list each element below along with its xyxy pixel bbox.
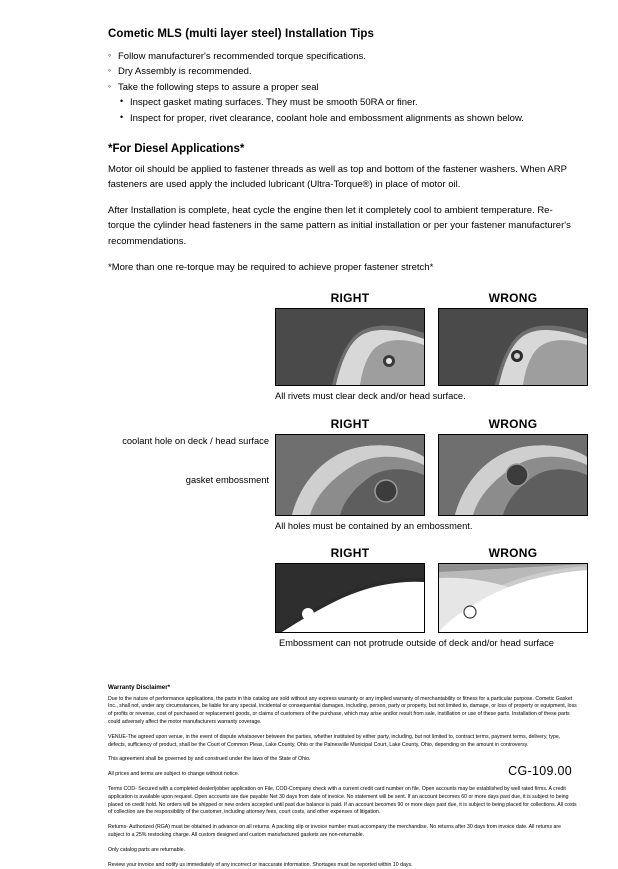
figure-label-right: RIGHT	[330, 416, 370, 431]
diesel-paragraph-1: Motor oil should be applied to fastener threads as well as top and bottom of the fastener washers. When ARP fasteners are used apply the included lubricant (Ultra-Torque®) in place of motor oil.	[108, 163, 567, 191]
figure-label-right: RIGHT	[330, 546, 370, 561]
figure-label-right: RIGHT	[330, 291, 370, 305]
list-item: ◦ Follow manufacturer's recommended torque specifications.	[108, 49, 578, 64]
figure-image-right-rivet	[275, 308, 425, 386]
warranty-paragraph: Returns- Authorized (RGA) must be obtained in advance on all returns. A packing slip or invoice number must accompany the merchandise. No returns after 30 days from invoice date. All returns are subject to a 25% restocking charge. All custom designed and custom manufactured gaskets are non-returnable.	[108, 824, 561, 838]
figure-label-wrong: WRONG	[488, 416, 538, 431]
warranty-paragraph: Only catalog parts are returnable.	[108, 846, 185, 853]
callout-gasket-embossment: gasket embossment	[185, 474, 269, 485]
figure-image-right-protrude	[275, 563, 425, 633]
figure-right-rivet	[275, 291, 425, 386]
figure-group-rivets	[108, 291, 578, 403]
callout-leader-lines	[108, 417, 278, 517]
figure-caption-2: All holes must be contained by an embossment.	[275, 520, 473, 531]
tips-sub-bullet-list	[120, 95, 578, 126]
figure-image-wrong-embossment	[438, 434, 588, 516]
list-item: ◦ Take the following steps to assure a proper seal	[108, 80, 578, 95]
figure-wrong-embossment	[438, 417, 588, 516]
figure-group-protrude	[108, 546, 578, 650]
figure-right-embossment	[275, 417, 425, 516]
figure-caption-1: All rivets must clear deck and/or head surface.	[275, 391, 466, 401]
callout-coolant-hole: coolant hole on deck / head surface	[122, 435, 269, 446]
figure-image-right-embossment	[275, 434, 425, 516]
figure-label-wrong: WRONG	[488, 291, 538, 305]
warranty-paragraph: VENUE-The agreed upon venue, in the event of dispute whatsoever between the parties, whether instituted by either party, including, but not limited to, contract terms, payment terms, delivery, type, defects, sufficiency of product, shall be the Court of Common Pleas, Lake County, Ohio or the Painesville Municipal Court, Lake County, Ohio, depending on the amount in controversy.	[108, 733, 561, 748]
figure-label-wrong: WRONG	[488, 546, 538, 561]
list-item: • Inspect gasket mating surfaces. They must be smooth 50RA or finer.	[120, 95, 578, 110]
figure-wrong-rivet	[438, 291, 588, 386]
figure-wrong-protrude	[438, 546, 588, 633]
diesel-paragraph-3: *More than one re-torque may be required to achieve proper fastener stretch*	[108, 261, 434, 273]
warranty-paragraph: Due to the nature of performance applications, the parts in this catalog are sold without any express warranty or any implied warranty of merchantability or fitness for a particular purpose. Cometic Gasket Inc., shall not, under any circumstances, be liable for any special, incidental or consequential damages, including, person, party or property, but not limited to, damage, or loss of property or equipment, loss of profits or revenue, cost of purchased or replacement goods, or claims of customers of the purchase, which may arise and/or result from sale, instillation or use of these parts. Installation of these parts could adversely affect the motor manufacturers warranty coverage.	[108, 695, 577, 726]
page-title: Cometic MLS (multi layer steel) Installation Tips	[108, 28, 375, 40]
list-item: • Inspect for proper, rivet clearance, coolant hole and embossment alignments as shown below.	[120, 111, 578, 126]
diesel-section-heading: *For Diesel Applications*	[108, 142, 245, 155]
figure-caption-3: Embossment can not protrude outside of deck and/or head surface	[279, 638, 554, 649]
diesel-paragraph-2: After Installation is complete, heat cycle the engine then let it completely cool to ambient temperature. Re-torque the cylinder head fasteners in the same pattern as initial installation or per your fastener manufacturer's recommendations.	[108, 205, 571, 247]
figure-group-embossment	[108, 417, 578, 533]
figure-image-wrong-rivet	[438, 308, 588, 386]
warranty-paragraph: This agreement shall be governed by and construed under the laws of the State of Ohio.	[108, 756, 311, 763]
warranty-heading: Warranty Disclaimer*	[108, 683, 171, 691]
document-number: CG-109.00	[508, 764, 572, 778]
warranty-paragraph: All prices and terms are subject to change without notice.	[108, 771, 240, 778]
figure-image-wrong-protrude	[438, 563, 588, 633]
figure-right-protrude	[275, 546, 425, 633]
warranty-paragraph: Review your invoice and notify us immediately of any incorrect or inaccurate information. Shortages must be reported within 10 days.	[108, 861, 413, 868]
list-item: ◦ Dry Assembly is recommended.	[108, 64, 578, 79]
warranty-paragraph: Terms COD- Secured with a completed dealer/jobber application on File, COD-Company check with a current credit card number on file. Open accounts may be established by well rated firms. A credit application is available upon request. Open accounts are due payable Net 30 days from date of invoice. No statement will be sent. If an account becomes 60 or more days past due, it is subject to being placed on credit hold. No orders will be shipped or new orders accepted until past due balance is paid. If an account becomes 90 or more days past due, it is subject to being placed for collections. All costs of collection are the responsibility of the customer, including attorney fees, court costs, and other expenses of litigation.	[108, 786, 577, 816]
tips-bullet-list	[108, 49, 578, 95]
